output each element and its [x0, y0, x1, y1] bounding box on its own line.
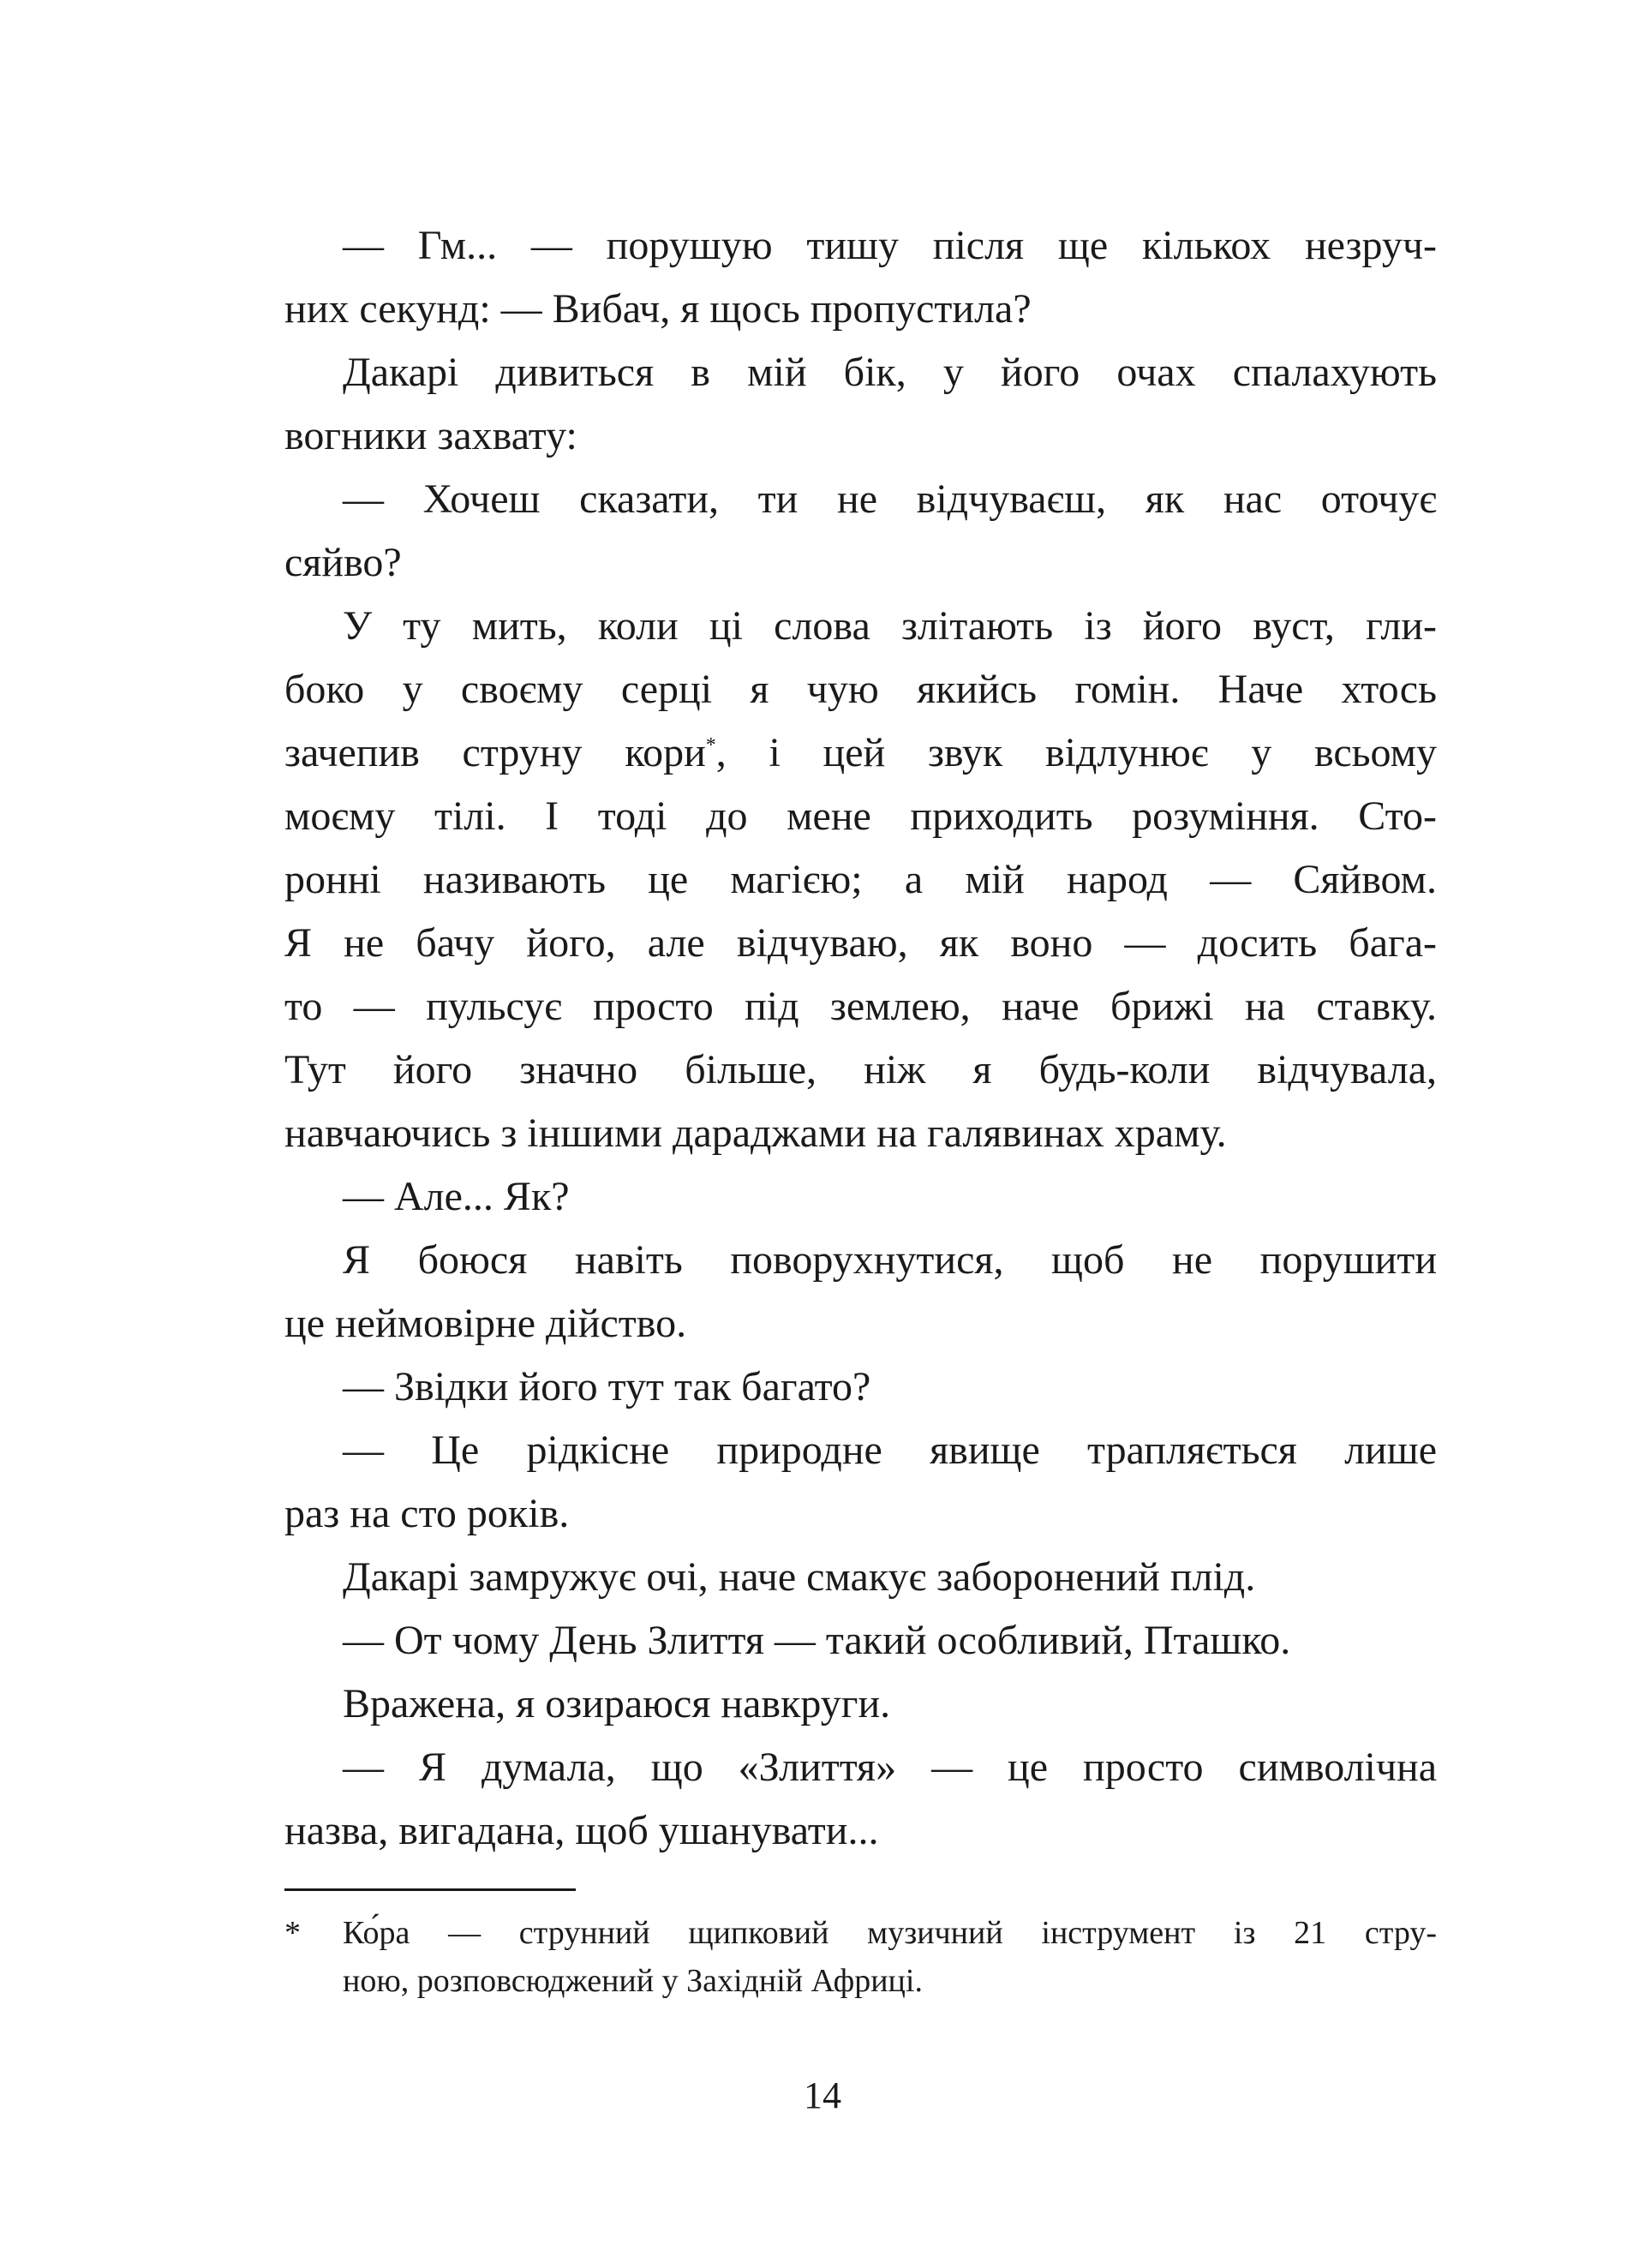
text-line: моєму тілі. І тоді до мене приходить розуміння. Сто- — [284, 793, 1437, 839]
text-line: Вражена, я озираюся навкруги. — [343, 1681, 891, 1726]
text-line: — Це рідкісне природне явище трапляється лише — [343, 1427, 1437, 1473]
text-line: Дакарі замружує очі, наче смакує заборонений плід. — [343, 1554, 1256, 1600]
footnote-marker: * — [284, 1915, 301, 1951]
text-line: вогники захвату: — [284, 413, 577, 458]
text-line: — Але... Як? — [343, 1174, 570, 1219]
page-number: 14 — [804, 2074, 841, 2116]
footnote-text: Ко́ра — струнний щипковий музичний інструмент із 21 стру- — [343, 1915, 1437, 1951]
text-line: то — пульсує просто під землею, наче брижі на ставку. — [284, 984, 1437, 1029]
text-line: — Хочеш сказати, ти не відчуваєш, як нас оточує — [343, 476, 1437, 522]
text-line: навчаючись з іншими дараджами на галявинах храму. — [284, 1110, 1227, 1156]
text-line: У ту мить, коли ці слова злітають із його вуст, гли- — [343, 603, 1437, 649]
text-line: них секунд: — Вибач, я щось пропустила? — [284, 286, 1032, 332]
text-line: це неймовірне дійство. — [284, 1301, 687, 1346]
text-line: ронні називають це магією; а мій народ — Сяйвом. — [284, 857, 1437, 902]
footnote-ref: * — [705, 734, 716, 757]
text-line: — Звідки його тут так багато? — [343, 1364, 871, 1409]
footnote-line: ною, розповсюджений у Західній Африці. — [343, 1963, 923, 1999]
footnote — [284, 1909, 1437, 2005]
footnote-line — [284, 1909, 1437, 1957]
text-line: — Гм... — порушую тишу після ще кількох незруч- — [343, 223, 1437, 268]
text-line: раз на сто років. — [284, 1491, 570, 1536]
text-line: сяйво? — [284, 540, 402, 585]
text-line: боко у своєму серці я чую якийсь гомін. Наче хтось — [284, 667, 1437, 712]
text-line: Дакарі дивиться в мій бік, у його очах спалахують — [343, 350, 1437, 395]
text-line: назва, вигадана, щоб ушанувати... — [284, 1808, 879, 1853]
text-line: — Я думала, що «Злиття» — це просто символічна — [343, 1744, 1437, 1790]
text-line: Тут його значно більше, ніж я будь-коли відчувала, — [284, 1047, 1437, 1092]
footnote-divider — [284, 1888, 576, 1891]
body-text — [284, 214, 1437, 1863]
text-line — [284, 721, 1437, 785]
text-line: — От чому День Злиття — такий особливий, Пташко. — [343, 1618, 1291, 1663]
text-line: Я боюся навіть поворухнутися, щоб не порушити — [343, 1237, 1437, 1283]
text-fragment: , і цей звук відлунює у всьому — [715, 730, 1437, 775]
text-line: Я не бачу його, але відчуваю, як воно — досить бага- — [284, 920, 1437, 966]
text-fragment: зачепив струну кори — [284, 730, 706, 775]
